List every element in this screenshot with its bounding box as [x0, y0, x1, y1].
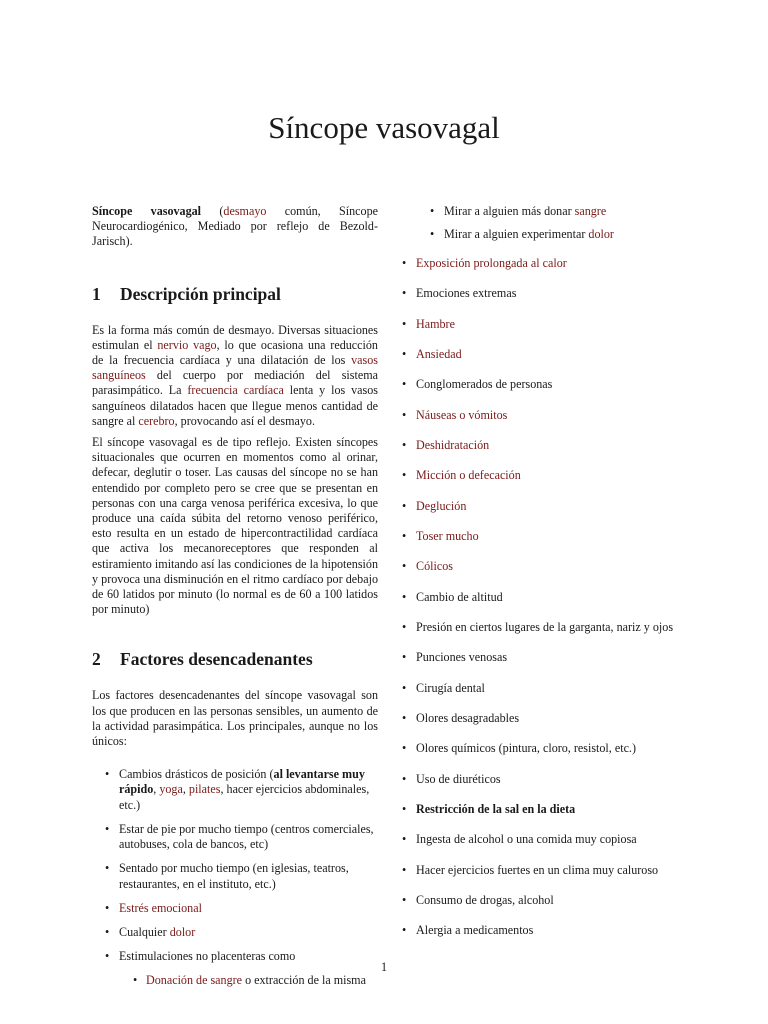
link-sangre[interactable]: sangre [574, 204, 607, 218]
link-deglucion[interactable]: Deglución [416, 498, 467, 513]
link-miccion[interactable]: Micción o defecación [416, 468, 521, 483]
intro-paragraph [92, 204, 378, 250]
page-number: 1 [380, 960, 388, 974]
list-item: • Ingesta de alcohol o una comida muy copiosa [402, 832, 702, 862]
item-text: , [153, 782, 160, 797]
item-text: Estimulaciones no placenteras como [119, 949, 296, 964]
section-2-title: Factores desencadenantes [120, 649, 313, 670]
link-deshidratacion[interactable]: Deshidratación [416, 437, 490, 452]
list-item: • Conglomerados de personas [402, 377, 702, 407]
link-nervio-vago[interactable]: nervio vago [157, 337, 217, 352]
list-item [402, 499, 702, 529]
link-pilates[interactable]: pilates [188, 782, 221, 797]
list-item [402, 317, 702, 347]
link-vasos-sanguineos[interactable]: vasos sanguíneos [92, 353, 378, 383]
item-text: Mirar a alguien experimentar [444, 227, 589, 241]
list-item [402, 438, 702, 468]
list-item [92, 767, 378, 813]
sub-list-item [402, 227, 702, 250]
section-1-number: 1 [92, 283, 101, 304]
para-text: Es la forma más común de desmayo. Diversas situaciones estimulan el [92, 322, 378, 352]
factors-list-continued [402, 256, 702, 954]
link-nauseas[interactable]: Náuseas o vómitos [416, 407, 508, 422]
item-bold-text: al levantarse muy rápido [119, 767, 365, 797]
sub-list-item [119, 973, 378, 988]
list-item: • Estar de pie por mucho tiempo (centros comerciales, autobuses, cola de bancos, etc) [92, 822, 378, 852]
link-yoga[interactable]: yoga [159, 782, 183, 797]
list-item: • Consumo de drogas, alcohol [402, 893, 702, 923]
list-item [402, 256, 702, 286]
section-1-title: Descripción principal [120, 283, 281, 304]
item-text: Mirar a alguien más donar [444, 204, 575, 218]
item-text: Cualquier [119, 924, 170, 939]
section-1-paragraph-1 [92, 323, 378, 429]
intro-term: Síncope vasovagal [92, 204, 202, 218]
intro-text: ( [201, 204, 224, 218]
link-cerebro[interactable]: cerebro [138, 413, 175, 428]
link-colicos[interactable]: Cólicos [416, 559, 453, 574]
item-text: , [182, 782, 189, 797]
list-item: • Emociones extremas [402, 286, 702, 316]
list-item: • Presión en ciertos lugares de la garganta, nariz y ojos [402, 620, 702, 650]
link-exposicion-calor[interactable]: Exposición prolongada al calor [416, 256, 567, 270]
list-item: • Uso de diuréticos [402, 772, 702, 802]
list-item: • Sentado por mucho tiempo (en iglesias, teatros, restaurantes, en el instituto, etc.) [92, 861, 378, 891]
intro-rest: común, Síncope Neurocardiogénico, Mediado por reflejo de Bezold-Jarisch). [92, 204, 378, 249]
right-column [402, 204, 702, 954]
link-estres-emocional[interactable]: Estrés emocional [119, 900, 202, 915]
section-1-heading [92, 284, 378, 304]
list-item: • Olores desagradables [402, 711, 702, 741]
page-title: Síncope vasovagal [268, 110, 500, 145]
list-item [402, 468, 702, 498]
list-item [402, 408, 702, 438]
section-2-heading [92, 649, 378, 669]
para-text: , lo que ocasiona una reducción de la frecuencia cardíaca y una dilatación de los [92, 337, 378, 368]
section-1-paragraph-2: El síncope vasovagal es de tipo reflejo. Existen síncopes situacionales que ocurren en momentos como al orinar, defecar, deglutir o toser. Las causas del síncope no se han entendido por completo pero se cree que se presentan en personas con una carga venosa periférica excesiva, lo que produce una caída súbita del retorno venoso periférico, esto resulta en un estado de hipercontractilidad cardíaca que activa los mecanoreceptores que responden al estiramiento imitando así las condiciones de la hipotensión y provoca una disminución en el ritmo cardíaco por debajo de 60 latidos por minuto (lo normal es de 60 a 100 latidos por minuto) [92, 435, 378, 617]
list-item [92, 901, 378, 916]
link-dolor-2[interactable]: dolor [588, 227, 614, 241]
para-text: del cuerpo por mediación del sistema parasimpático. La [92, 368, 378, 398]
item-text: , hacer ejercicios abdominales, etc.) [119, 782, 370, 812]
list-item [402, 559, 702, 589]
link-dolor[interactable]: dolor [169, 924, 196, 939]
sub-list [119, 973, 378, 988]
section-2-paragraph-1: Los factores desencadenantes del síncope vasovagal son los que producen en las personas sensibles, un aumento de la actividad parasimpática. Los principales, aunque no los únicos: [92, 688, 378, 749]
link-toser[interactable]: Toser mucho [416, 528, 479, 543]
list-item [402, 529, 702, 559]
link-desmayo[interactable]: desmayo [223, 204, 267, 218]
para-text: , provocando así el desmayo. [174, 413, 315, 428]
list-item: • Alergia a medicamentos [402, 923, 702, 953]
sub-list-item [402, 204, 702, 227]
link-ansiedad[interactable]: Ansiedad [416, 346, 462, 361]
section-2-number: 2 [92, 649, 101, 670]
link-donacion-de-sangre[interactable]: Donación de sangre [146, 973, 243, 988]
list-item: • Hacer ejercicios fuertes en un clima muy caluroso [402, 863, 702, 893]
list-item: • Cirugía dental [402, 681, 702, 711]
para-text: lenta y los vasos sanguíneos dilatados hacen que llegue menos cantidad de sangre al [92, 383, 378, 428]
sub-list-continued [402, 204, 702, 250]
list-item: • Punciones venosas [402, 650, 702, 680]
link-frecuencia-cardiaca[interactable]: frecuencia cardíaca [187, 383, 284, 398]
list-item [402, 347, 702, 377]
item-text: Cambios drásticos de posición ( [119, 767, 274, 782]
factors-list [92, 767, 378, 988]
left-column [92, 204, 378, 998]
item-bold-text: Restricción de la sal en la dieta [416, 801, 576, 816]
item-text: o extracción de la misma [242, 973, 366, 988]
list-item [402, 802, 702, 832]
list-item: • Olores químicos (pintura, cloro, resistol, etc.) [402, 741, 702, 771]
list-item: • Cambio de altitud [402, 590, 702, 620]
link-hambre[interactable]: Hambre [416, 316, 455, 331]
list-item [92, 925, 378, 940]
